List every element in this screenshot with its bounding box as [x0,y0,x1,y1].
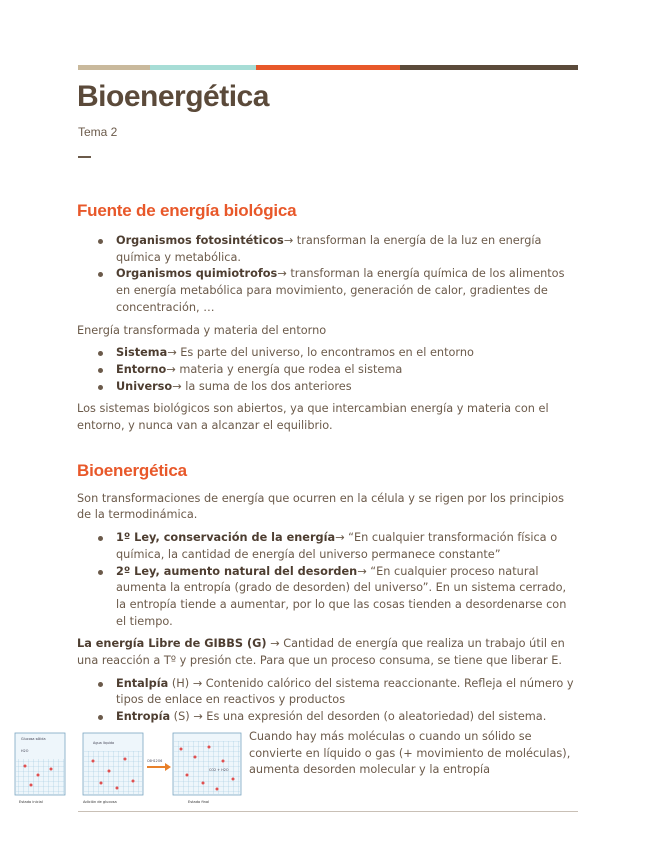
list-item-text: → transforman la energía de la luz en energía química y metabólica. [116,234,542,264]
list-item-text: → materia y energía que rodea el sistema [166,362,403,376]
list-item-text: → la suma de los dos anteriores [172,379,352,393]
figure-arrow [147,759,171,771]
color-bar-segment-tan [78,65,150,70]
section-heading-fuente: Fuente de energía biológica [77,201,297,220]
figure-panel-final [173,733,241,804]
figure-label: H2O [21,749,29,753]
section-heading-bioenergetica: Bioenergética [77,460,187,480]
list-item-term: Entalpía [116,676,169,690]
paragraph-sistemas-biologicos: Los sistemas biológicos son abiertos, ya que intercambian energía y materia con el entorno, y nunca van a alcanzar el equilibrio. [77,402,549,433]
list-item [77,530,579,563]
gibbs-text: → Cantidad de energía que realiza un trabajo útil en una reacción a Tº y presión cte. Para que un proceso consuma, se tiene que liberar E. [77,637,565,668]
document-body [77,199,579,726]
color-bar-segment-teal [150,65,256,70]
list-item-term: Universo [116,379,173,393]
paragraph-gibbs [77,636,579,669]
figure-caption: Cuando hay más moléculas o cuando un sólido se convierte en líquido o gas (+ movimiento de moléculas), aumenta desorden molecular y la entropía [249,730,571,777]
list-item-term: Entorno [116,362,167,376]
paragraph-energia-transformada: Energía transformada y materia del entorno [77,323,327,337]
list-item-term: Entropía [116,710,171,724]
list-item-term: Sistema [116,346,168,360]
list-item [77,362,579,379]
list-item-text: → Es parte del universo, lo encontramos en el entorno [167,346,474,360]
figure-label: Estado final [188,800,210,804]
entropy-figure [13,731,244,813]
figure-panel-initial [15,733,65,804]
page-title: Bioenergética [77,80,269,113]
list-item [77,564,579,631]
list-item-text: → “En cualquier transformación física o química, la cantidad de energía del universo permanece constante” [116,531,558,561]
list-item [77,345,579,362]
figure-label: Adición de glucosa [83,800,117,804]
paragraph-transformaciones: Son transformaciones de energía que ocurren en la célula y se rigen por los principios de la termodinámica. [77,491,564,522]
list-item-text: → “En cualquier proceso natural aumenta la entropía (grado de desorden) del universo”. En un sistema cerrado, la entropía tiende a aumentar, por lo que las cosas tienden a desordenarse con el tiempo. [116,564,567,628]
list-item-term: Organismos fotosintéticos [116,234,284,247]
bottom-divider [78,811,578,812]
list-item-term: 1º Ley, conservación de la energía [116,531,336,545]
organisms-list [77,233,579,317]
color-bar-segment-orange [256,65,400,70]
header-color-bar [78,65,578,70]
list-item-text: → transforman la energía química de los alimentos en energía metabólica para movimiento, generación de calor, gradientes de concentración, … [116,267,565,314]
list-item-term: Organismos quimiotrofos [116,267,278,281]
color-bar-segment-brown [400,65,578,70]
list-item [77,379,579,396]
laws-list [77,530,579,630]
list-item-text: (S) → Es una expresión del desorden (o aleatoriedad) del sistema. [170,710,547,724]
figure-label: CO2 + H2O [209,768,229,772]
list-item [77,676,579,709]
figure-label: Estado inicial [19,800,43,804]
thermo-list [77,676,579,726]
figure-label: C6H12O6 [147,759,163,763]
list-item-text: (H) → Contenido calórico del sistema reaccionante. Refleja el número y tipos de enlace en reactivos y productos [116,676,574,707]
figure-panel-middle [83,733,143,804]
system-list [77,345,579,395]
gibbs-term: La energía Libre de GIBBS (G) [77,637,267,651]
figure-label: Glucosa sólida [21,737,46,741]
figure-label: Agua líquida [93,741,115,745]
title-divider [78,156,91,158]
page-subtitle: Tema 2 [78,125,118,139]
list-item [77,709,579,726]
list-item-term: 2º Ley, aumento natural del desorden [116,564,358,578]
list-item [77,266,579,316]
list-item [77,233,579,266]
